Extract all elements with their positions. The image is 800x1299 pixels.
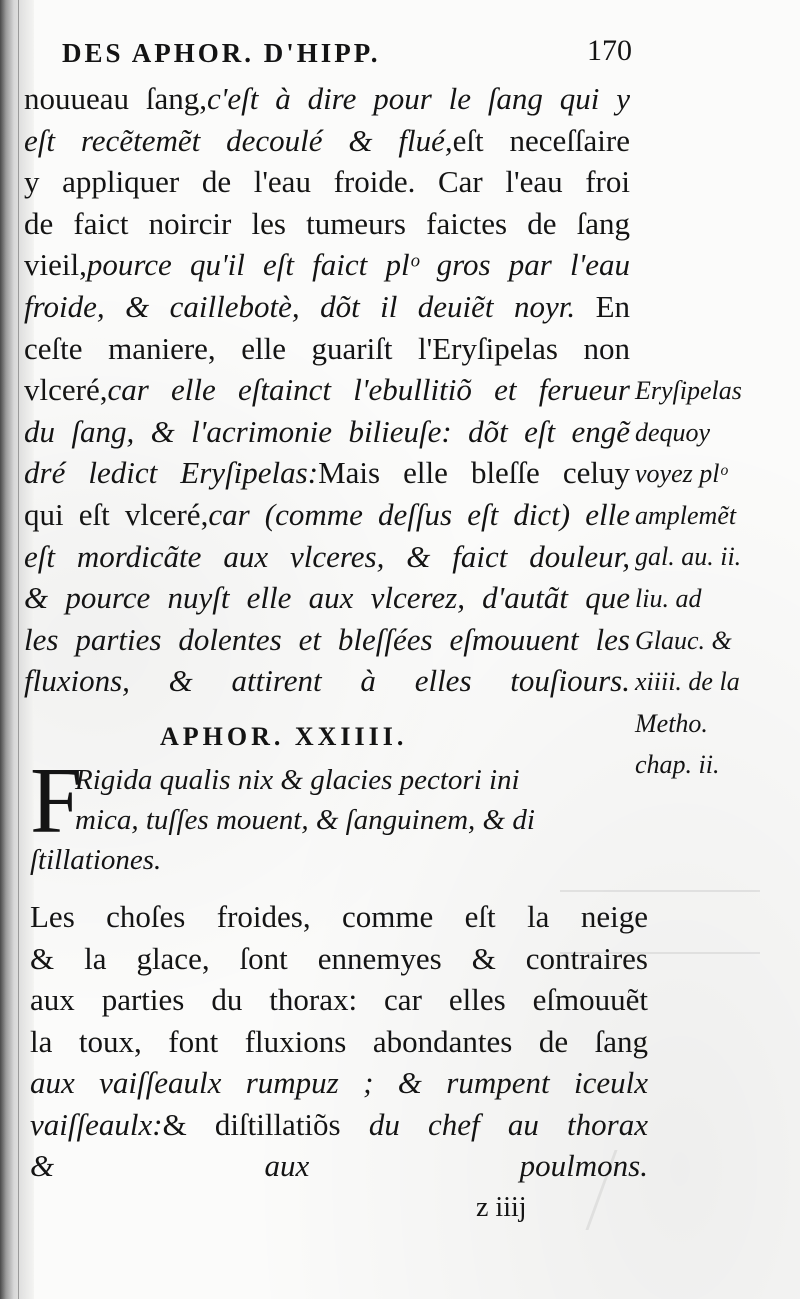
text-line [24, 452, 630, 494]
text-line [24, 203, 630, 245]
text-line [30, 1021, 648, 1063]
roman-span: & la glace, ſont ennemyes & contraires [30, 940, 648, 976]
roman-span: vlceré, [24, 372, 108, 408]
italic-span: fluxions, & attirent à elles touſiours. [24, 663, 630, 699]
roman-span: de faict noircir les tumeurs faictes de ſang [24, 205, 630, 241]
italic-span: froide, & caillebotè, dõt il deuiẽt noyr. [24, 288, 576, 324]
margin-note-line: Metho. [635, 708, 708, 738]
roman-span: & diſtillatiõs [162, 1106, 341, 1142]
text-line [24, 244, 630, 286]
text-line [24, 577, 630, 619]
text-line [24, 494, 630, 536]
latin-line: ſtillationes. [30, 844, 162, 876]
running-head [62, 34, 632, 74]
margin-note-line: dequoy [635, 417, 711, 447]
roman-span: nouueau ſang, [24, 81, 207, 116]
roman-span: vieil, [24, 247, 87, 283]
margin-note-line: liu. ad [635, 583, 702, 613]
italic-span: eſt recẽtemẽt decoulé & flué, [24, 122, 453, 158]
latin-line: mica, tuſſes mouent, & ſanguinem, & di [75, 804, 535, 836]
text-line [24, 660, 630, 702]
drop-cap-initial: F [30, 749, 83, 853]
page-number: 170 [587, 34, 632, 67]
text-line [30, 1062, 648, 1104]
gutter-line [18, 0, 19, 1299]
aphorism-heading: APHOR. XXIIII. [160, 722, 408, 751]
running-title: DES APHOR. D'HIPP. [62, 38, 381, 68]
italic-span: aux vaiſſeaulx rumpuz ; & rumpent iceulx [30, 1065, 648, 1100]
italic-span: & aux poulmons. [30, 1148, 648, 1183]
italic-span: car elle eſtainct l'ebullitiõ et ferueur [107, 372, 630, 408]
roman-span: Les choſes froides, comme eſt la neige [30, 899, 648, 934]
roman-span: En [575, 288, 631, 324]
italic-span: les parties dolentes et bleſſées eſmouuent les [24, 621, 630, 657]
text-line [24, 536, 630, 578]
italic-span: c'eſt à dire pour le ſang qui y [207, 81, 631, 116]
text-line [30, 1104, 648, 1146]
text-line [30, 896, 648, 938]
italic-span: dré ledict Eryſipelas: [24, 455, 319, 491]
signature-mark: z iiij [476, 1192, 527, 1223]
roman-span: eſt neceſſaire [452, 122, 630, 158]
margin-note-line: xiiii. de la [635, 667, 740, 697]
text-line [30, 1145, 648, 1187]
text-line [24, 619, 630, 661]
italic-span: car (comme deſſus eſt dict) elle [208, 496, 631, 532]
margin-note-line: Eryſipelas [635, 376, 742, 405]
text-line [24, 78, 630, 120]
margin-note-line: gal. au. ii. [635, 542, 742, 572]
margin-note-line: chap. ii. [635, 750, 720, 780]
text-line [24, 286, 630, 328]
roman-span: Mais elle bleſſe celuy [318, 455, 630, 491]
text-line [24, 369, 630, 411]
commentary-text [24, 78, 630, 702]
roman-span: la toux, font fluxions abondantes de ſang [30, 1023, 648, 1059]
italic-span: vaiſſeaulx: [30, 1106, 163, 1142]
italic-span: eſt mordicãte aux vlceres, & faict douleur, [24, 538, 630, 574]
text-line [30, 979, 648, 1021]
latin-line: Rigida qualis nix & glacies pectori ini [75, 764, 520, 796]
french-translation [30, 896, 648, 1187]
roman-span: y appliquer de l'eau froide. Car l'eau froi [24, 164, 630, 200]
roman-span: ceſte maniere, elle guariſt l'Eryſipelas non [24, 330, 630, 366]
latin-aphorism [30, 749, 630, 880]
italic-span: du chef au thorax [340, 1106, 648, 1142]
roman-span: qui eſt vlceré, [24, 496, 209, 532]
text-line [24, 120, 630, 162]
italic-span: & pource nuyſt elle aux vlcerez, d'autãt que [24, 580, 630, 616]
text-line [24, 328, 630, 370]
italic-span: pource qu'il eſt faict plᵒ gros par l'eau [86, 247, 630, 283]
margin-note [635, 370, 795, 786]
text-line [24, 411, 630, 453]
italic-span: du ſang, & l'acrimonie bilieuſe: dõt eſt engẽ [24, 413, 630, 449]
margin-note-line: Glauc. & [635, 625, 732, 655]
margin-note-line: amplemẽt [635, 500, 737, 530]
text-line [24, 161, 630, 203]
text-line [30, 938, 648, 980]
roman-span: aux parties du thorax: car elles eſmouuẽt [30, 982, 648, 1017]
margin-note-line: voyez plᵒ [635, 459, 727, 489]
